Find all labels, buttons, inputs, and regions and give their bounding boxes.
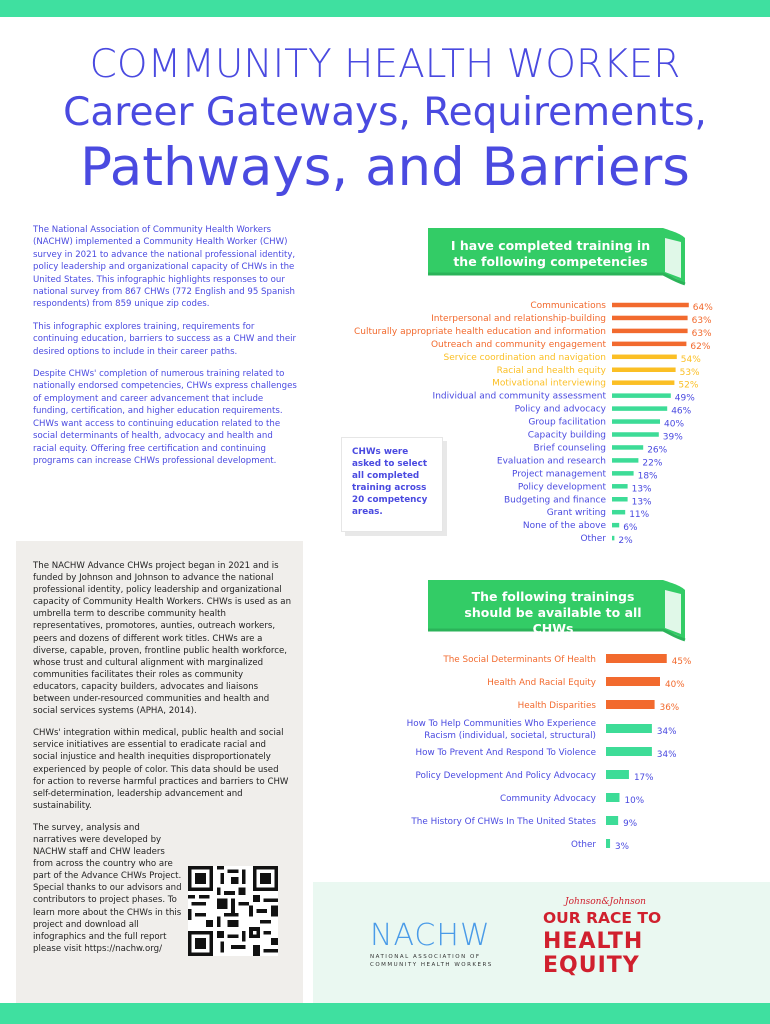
bar-1-0 [606, 654, 667, 663]
jj-logo: Johnson&Johnson [565, 897, 646, 907]
category-label-0-7: Individual and community assessment [432, 391, 606, 402]
sidebar-paragraph-2: CHWs' integration within medical, public health and social service initiatives are essential to eradicate racial and social injustice and health inequities disproportionately experienced by people of color. This data should be used for action to reverse harmful practices and barriers to CHW self-determination, leadership advancement and sustainability. [33, 728, 289, 811]
value-label-0-6: 52% [678, 380, 699, 391]
bar-0-9 [612, 419, 660, 424]
category-label-0-9: Group facilitation [528, 417, 606, 428]
bar-0-10 [612, 432, 659, 437]
bar-1-1 [606, 677, 660, 686]
category-label-0-8: Policy and advocacy [514, 404, 606, 415]
bar-0-4 [612, 355, 677, 360]
value-label-0-2: 63% [691, 328, 712, 339]
value-label-0-3: 62% [690, 341, 711, 352]
category-label-0-16: Grant writing [546, 508, 606, 519]
value-label-0-0: 64% [692, 303, 713, 313]
category-label-0-3: Outreach and community engagement [430, 339, 606, 350]
nachw-subtitle-2: COMMUNITY HEALTH WORKERS [370, 962, 493, 968]
bar-0-16 [612, 510, 625, 515]
bar-0-11 [612, 445, 643, 450]
value-label-0-10: 39% [662, 432, 683, 443]
callout-text: CHWs were asked to select all completed training across 20 competency areas. [352, 447, 428, 517]
bar-1-3 [606, 724, 652, 733]
race-logo-line: OUR RACE TO [543, 909, 662, 927]
bar-0-6 [612, 380, 674, 385]
value-label-0-13: 18% [637, 471, 658, 482]
bar-0-18 [612, 536, 614, 541]
value-label-0-1: 63% [691, 315, 712, 326]
category-label-0-14: Policy development [517, 482, 606, 493]
nachw-logo [370, 918, 520, 969]
bar-0-12 [612, 458, 638, 463]
value-label-1-8: 3% [615, 842, 630, 852]
bar-1-8 [606, 839, 610, 848]
value-label-0-12: 22% [642, 458, 663, 469]
category-label-0-2: Culturally appropriate health education and information [353, 326, 606, 337]
nachw-wordmark: NACHW [370, 918, 491, 953]
value-label-1-5: 17% [633, 773, 654, 783]
bar-0-2 [612, 329, 688, 334]
title-line-2: Career Gateways, Requirements, [63, 90, 707, 135]
nachw-subtitle-1: NATIONAL ASSOCIATION OF [370, 954, 481, 960]
equity-logo-line: EQUITY [543, 953, 640, 978]
category-label-1-3-a: How To Help Communities Who Experience [406, 719, 596, 729]
top-band [0, 0, 770, 17]
bar-0-0 [612, 303, 689, 308]
category-label-0-1: Interpersonal and relationship-building [431, 313, 606, 324]
category-label-0-10: Capacity building [527, 430, 606, 441]
category-label-0-13: Project management [512, 469, 606, 480]
intro-paragraph-3: Despite CHWs' completion of numerous training related to nationally endorsed competencies, CHWs express challenges of employment and career advancement that include funding, certification, and higher education requirements. CHWs want access to continuing education related to the social determinants of health, advocacy and health and racial equity. Offering free certification and continuing programs can increase CHWs professional development. [33, 369, 297, 466]
value-label-1-1: 40% [665, 680, 685, 690]
bar-1-4 [606, 747, 652, 756]
value-label-1-0: 45% [671, 657, 692, 667]
qr-code-icon[interactable] [188, 866, 278, 956]
callout-box [341, 437, 443, 532]
title-line-1: COMMUNITY HEALTH WORKER [89, 42, 681, 87]
category-label-0-17: None of the above [522, 521, 606, 532]
banner-1-title [438, 238, 663, 270]
category-label-1-3-b: Racism (individual, societal, structural) [424, 731, 596, 741]
value-label-0-8: 46% [671, 406, 692, 417]
title-line-3: Pathways, and Barriers [80, 137, 690, 198]
category-label-1-6: Community Advocacy [499, 794, 596, 804]
intro-paragraph-1: The National Association of Community Health Workers (NACHW) implemented a Community Health Worker (CHW) survey in 2021 to advance the national professional identity, policy leadership and organizational capacity of CHWs in the United States. This infographic highlights responses to our national survey from 867 CHWs (772 English and 95 Spanish respondents) from 859 unique zip codes. [33, 225, 296, 310]
bar-0-5 [612, 368, 676, 373]
category-label-1-0: The Social Determinants Of Health [443, 655, 596, 665]
bar-1-6 [606, 793, 620, 802]
value-label-0-4: 54% [680, 354, 701, 365]
bar-1-7 [606, 816, 618, 825]
category-label-1-7: The History Of CHWs In The United States [411, 817, 596, 827]
bar-0-3 [612, 342, 686, 347]
category-label-0-4: Service coordination and navigation [443, 352, 606, 363]
category-label-0-18: Other [580, 534, 606, 545]
category-label-0-5: Racial and health equity [496, 365, 606, 376]
bar-0-14 [612, 484, 628, 489]
bar-1-2 [606, 700, 655, 709]
category-label-1-5: Policy Development And Policy Advocacy [415, 771, 596, 781]
intro-paragraph-2: This infographic explores training, requirements for continuing education, barriers to success as a CHW and their desired options to include in their career paths. [33, 321, 297, 357]
bottom-band [0, 1003, 770, 1024]
banner-2-title [448, 589, 658, 637]
category-label-0-15: Budgeting and finance [503, 495, 606, 506]
value-label-0-15: 13% [631, 497, 652, 508]
sidebar-paragraph-3: The survey, analysis and narratives were developed by NACHW staff and CHW leaders from across the country who are part of the Advance CHWs Project. Special thanks to our advisors and contributors to project phases. To learn more about the CHWs in this project and download all infographics and the full report please visit https://nachw.org/ [33, 822, 182, 954]
bar-0-13 [612, 471, 634, 476]
category-label-0-12: Evaluation and research [496, 456, 606, 467]
sidebar-paragraph-1: The NACHW Advance CHWs project began in 2021 and is funded by Johnson and Johnson to advance the national professional identity, policy leadership and organizational capacity of Community Health Workers. CHWs is used as an umbrella term to describe community health representatives, promotores, aunties, outreach workers, peers and dozens of different work titles. CHWs are a diverse, capable, proven, frontline public health workforce, whose trust and cultural alignment with marginalized communities facilitates their roles as community educators, capacity builders, advocates and liaisons between under-resourced communities and health and social services systems (APHA, 2014). [33, 561, 292, 717]
intro-text [33, 224, 298, 477]
bar-0-1 [612, 316, 688, 321]
value-label-1-6: 10% [624, 796, 645, 806]
value-label-1-2: 36% [659, 703, 680, 713]
value-label-0-5: 53% [679, 367, 700, 378]
value-label-0-14: 13% [631, 484, 652, 495]
category-label-1-2: Health Disparities [517, 701, 596, 711]
value-label-0-16: 11% [629, 510, 650, 521]
value-label-0-18: 2% [618, 536, 633, 547]
chart-2-title: The following trainings should be available to all CHWs [464, 589, 642, 636]
bar-0-17 [612, 523, 619, 528]
bar-0-8 [612, 406, 667, 411]
chart-1-title: I have completed training in the following competencies [450, 238, 651, 269]
category-label-0-11: Brief counseling [533, 443, 606, 454]
bar-0-7 [612, 393, 671, 398]
category-label-1-4: How To Prevent And Respond To Violence [415, 748, 596, 758]
category-label-0-6: Motivational interviewing [492, 378, 606, 389]
value-label-0-17: 6% [623, 523, 638, 534]
category-label-1-1: Health And Racial Equity [487, 678, 596, 688]
value-label-0-11: 26% [647, 445, 668, 456]
value-label-0-7: 49% [674, 393, 695, 404]
value-label-1-4: 34% [656, 750, 677, 760]
category-label-0-0: Communications [530, 301, 606, 311]
value-label-1-7: 9% [623, 819, 638, 829]
value-label-1-3: 34% [656, 727, 677, 737]
category-label-1-8: Other [571, 840, 596, 850]
bar-1-5 [606, 770, 629, 779]
health-logo-line: HEALTH [543, 929, 644, 954]
bar-0-15 [612, 497, 628, 502]
value-label-0-9: 40% [664, 419, 685, 430]
